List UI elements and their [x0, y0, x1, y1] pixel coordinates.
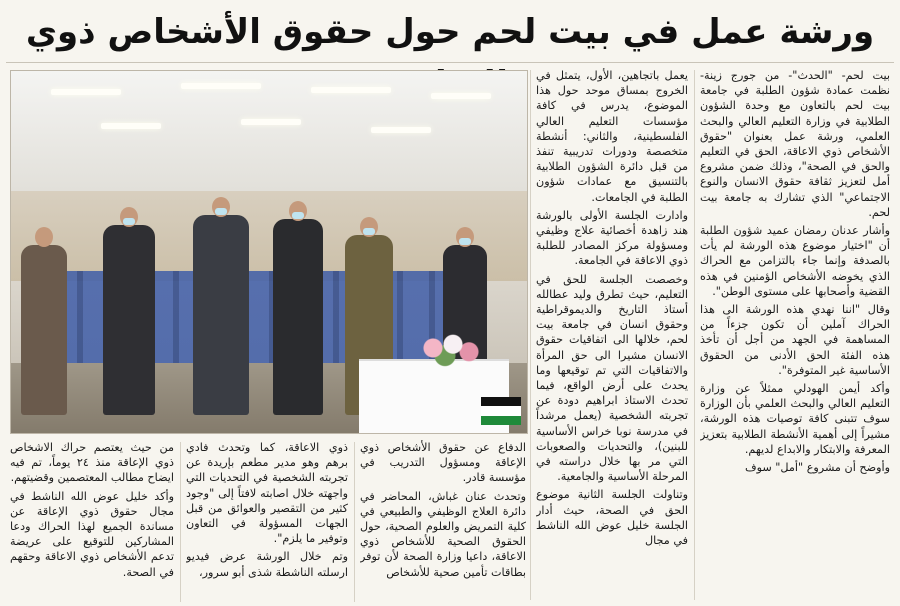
column-separator: [694, 70, 695, 600]
article-column-right: [700, 68, 890, 606]
face-mask: [363, 228, 375, 235]
column-separator: [354, 442, 355, 602]
face-mask: [459, 238, 471, 245]
face-mask: [292, 212, 304, 219]
article-column-bottom-right: [360, 440, 526, 606]
article-column-bottom-left: [10, 440, 174, 606]
paragraph: وأوضح أن مشروع "أمل" سوف: [744, 461, 890, 475]
column-separator: [180, 442, 181, 602]
paragraph: وأكد خليل عوض الله الناشط في مجال حقوق ذوي الإعاقة عن مساندة الجميع لهذا الحراك ودعا المشاركين للتوقيع على عريضة تدعم الأشخاص ذوي الاعاقة وحقهم في الصحة.: [10, 489, 174, 579]
ceiling-light: [311, 87, 391, 93]
palestinian-flag: [481, 397, 521, 425]
standing-person: [273, 219, 323, 415]
ceiling-light: [181, 83, 261, 89]
paragraph: وتناولت الجلسة الثانية موضوع الحق في الصحة، حيث أدار الجلسة خليل عوض الله الناشط في مجال: [536, 488, 688, 548]
flower-bouquet: [409, 329, 489, 367]
ceiling-light: [101, 123, 161, 129]
person-head: [35, 227, 53, 247]
standing-person: [103, 225, 155, 415]
paragraph: يعمل باتجاهين، الأول، يتمثل في الخروج بمساق موحد حول هذا الموضوع، يدرس في كافة مؤسسات التعليم العالي الفلسطينية، والثاني: أنشطة متخصصة ودورات تدريبية تنفذ من قبل دائرة الشؤون الطلابية بالتنسيق مع عمادات شؤون الطلبة في الجامعات.: [536, 69, 688, 204]
face-mask: [123, 218, 135, 225]
article-column-middle: [536, 68, 688, 606]
ceiling-light: [431, 93, 491, 99]
paragraph: وأكد أيمن الهودلي ممثلاً عن وزارة التعليم العالي والبحث العلمي بأن الوزارة سوف تتبنى كافة توصيات هذه الورشة، مشيراً إلى أهمية الأنشطة الطلابية بتعزيز المعرفة والابتكار والابداع لديهم.: [700, 382, 890, 456]
paragraph: ذوي الاعاقة، كما وتحدث فادي برهم وهو مدير مطعم بإريدة عن تجربته الشخصية في التحديات التي واجهته خلال اصابته لافتاً إلى "وجود كثير من التقصير والعوائق من قبل الجهات المسؤولة في التعاون وتوفير ما يلزم".: [186, 441, 348, 546]
event-photo: [10, 70, 528, 434]
standing-person: [193, 215, 249, 415]
ceiling-light: [371, 127, 431, 133]
ceiling-light: [51, 89, 121, 95]
column-separator: [530, 70, 531, 600]
article-headline: ورشة عمل في بيت لحم حول حقوق الأشخاص ذوي: [25, 12, 875, 52]
paragraph: بيت لحم- "الحدث"- من جورج زينة- نظمت عمادة شؤون الطلبة في جامعة بيت لحم بالتعاون مع وحدة الشؤون الطلابية في وزارة التعليم العالي والبحث العلمي، ورشة عمل بعنوان "حقوق الأشخاص ذوي الاعاقة، الحق في التعليم والحق في الصحة"، وذلك ضمن مشروع أمل لتعزيز ثقافة حقوق الانسان والنوع الاجتماعي" الذي تشارك به جامعة بيت لحم.: [700, 69, 890, 219]
paragraph: الدفاع عن حقوق الأشخاص ذوي الإعاقة ومسؤول التدريب في مؤسسة قادر.: [360, 441, 526, 485]
article-column-bottom-middle: [186, 440, 348, 606]
paragraph: وأشار عدنان رمضان عميد شؤون الطلبة أن "اختيار موضوع هذه الورشة لم يأت بالصدفة وإنما جاء بالتزامن مع الحراك الذي يخوضه الأشخاص الؤمنين في هذه القضية وأصحابها على مستوى الوطن".: [700, 224, 890, 298]
face-mask: [215, 208, 227, 215]
paragraph: وتحدث عنان غباش، المحاضر في دائرة العلاج الوظيفي والطبيعي في كلية التمريض والعلوم الصحية، حول الحقوق الصحية للأشخاص ذوي الاعاقة، داعيا وزارة الصحة لأن توفر بطاقات تأمين صحية للأشخاص: [360, 489, 526, 579]
paragraph: وخصصت الجلسة للحق في التعليم، حيث تطرق وليد عطالله أستاذ التاريخ والديموقراطية وحقوق انسان في جامعة بيت لحم، خلالها الى اتفاقيات حقوق الانسان مشيرا الى حق المرأة والاتفاقيات التي تم توقيعها وما يحدث على أرض الواقع، فيما تحدث الاستاذ ابراهيم دودة عن تجربته الشخصية (يعمل مرشداً في مدرسة نوبا خراس الأساسية للبنين)، والتحديات والصعوبات التي مر بها خلال دراسته في المرحلة الأساسية والجامعية.: [536, 272, 688, 484]
paragraph: وتم خلال الورشة عرض فيديو ارسلته الناشطة شذى أبو سرور،: [186, 550, 348, 579]
paragraph: وادارت الجلسة الأولى بالورشة هند زاهدة أخصائية علاج وظيفي ومسؤولة مركز المصادر للطلبة ذوي الاعاقة في الجامعة.: [536, 208, 688, 268]
standing-person: [21, 245, 67, 415]
paragraph: من حيث يعتصم حراك الاشخاص ذوي الإعاقة منذ ٢٤ يوماً، تم فيه ايضاح مطالب المعتصمين وقضيتهم.: [10, 441, 174, 485]
ceiling-light: [241, 119, 301, 125]
headline-divider: [6, 62, 894, 63]
paragraph: وقال "اننا نهدي هذه الورشة الى هذا الحراك آملين أن تكون جزءاً من المساهمة في الجهد من أجل أن تأخذ هذه الفئة الحق الأدنى من الحقوق الأساسية غير المتوفرة".: [700, 303, 890, 377]
